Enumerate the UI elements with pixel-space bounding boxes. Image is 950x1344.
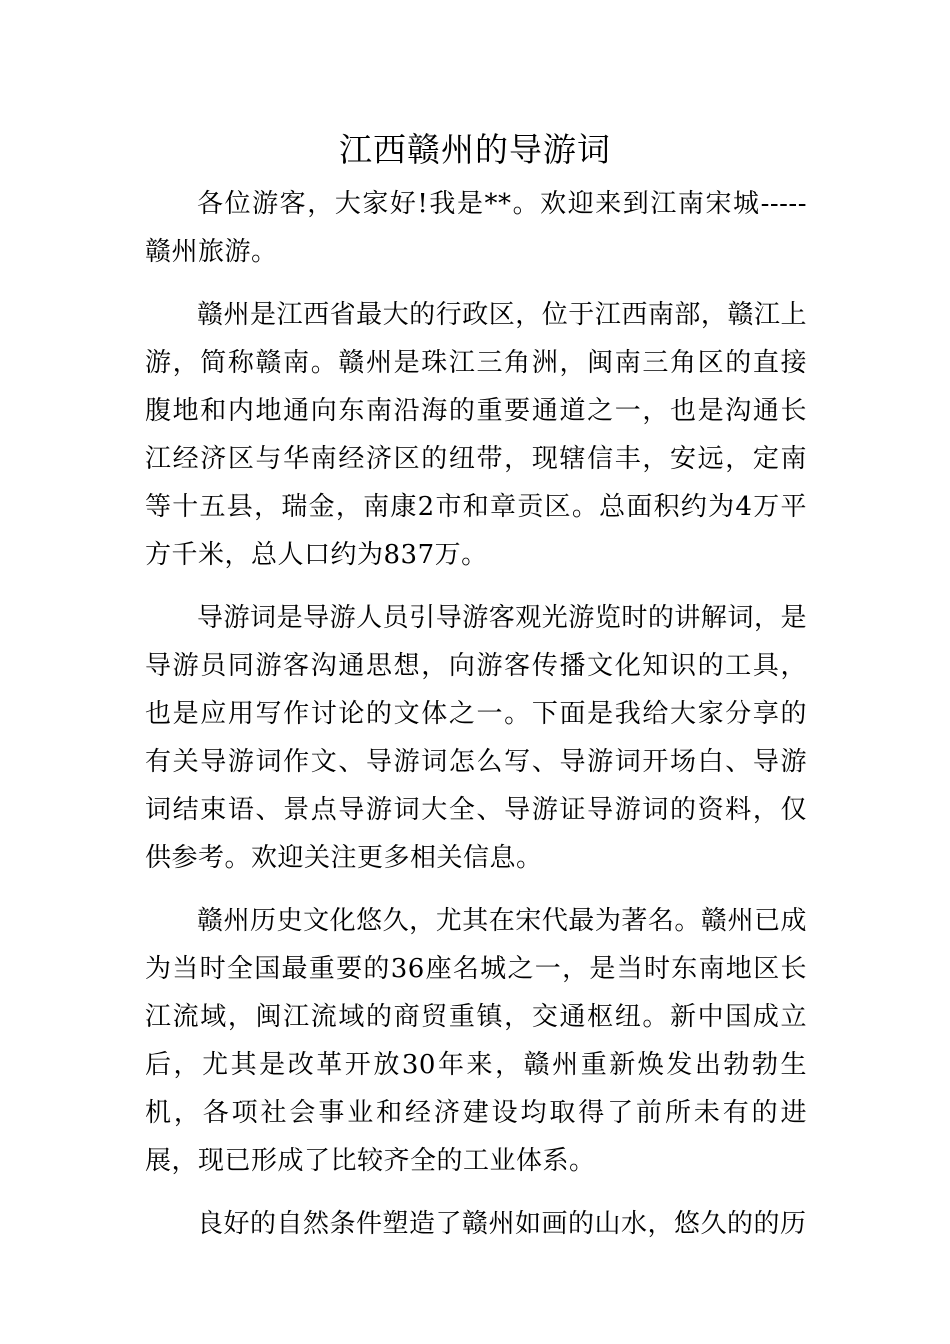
document-body — [145, 180, 807, 1263]
paragraph-greeting: 各位游客，大家好!我是**。欢迎来到江南宋城-----赣州旅游。 — [145, 189, 807, 267]
paragraph-history: 赣州历史文化悠久，尤其在宋代最为著名。赣州已成为当时全国最重要的36座名城之一，是当时东南地区长江流域，闽江流域的商贸重镇，交通枢纽。新中国成立后，尤其是改革开放30年来，赣州重新焕发出勃勃生机，各项社会事业和经济建设均取得了前所未有的进展，现已形成了比较齐全的工业体系。 — [145, 906, 807, 1176]
paragraph-nature: 良好的自然条件塑造了赣州如画的山水，悠久的的历 — [197, 1209, 807, 1239]
paragraph-geography: 赣州是江西省最大的行政区，位于江西南部，赣江上游，简称赣南。赣州是珠江三角洲，闽南三角区的直接腹地和内地通向东南沿海的重要通道之一，也是沟通长江经济区与华南经济区的纽带，现辖信丰，安远，定南等十五县，瑞金，南康2市和章贡区。总面积约为4万平方千米，总人口约为837万。 — [145, 300, 807, 570]
paragraph-guide-intro: 导游词是导游人员引导游客观光游览时的讲解词，是导游员同游客沟通思想，向游客传播文化知识的工具，也是应用写作讨论的文体之一。下面是我给大家分享的有关导游词作文、导游词怎么写、导游词开场白、导游词结束语、景点导游词大全、导游证导游词的资料，仅供参考。欢迎关注更多相关信息。 — [145, 603, 807, 873]
document-title: 江西赣州的导游词 — [339, 130, 611, 169]
